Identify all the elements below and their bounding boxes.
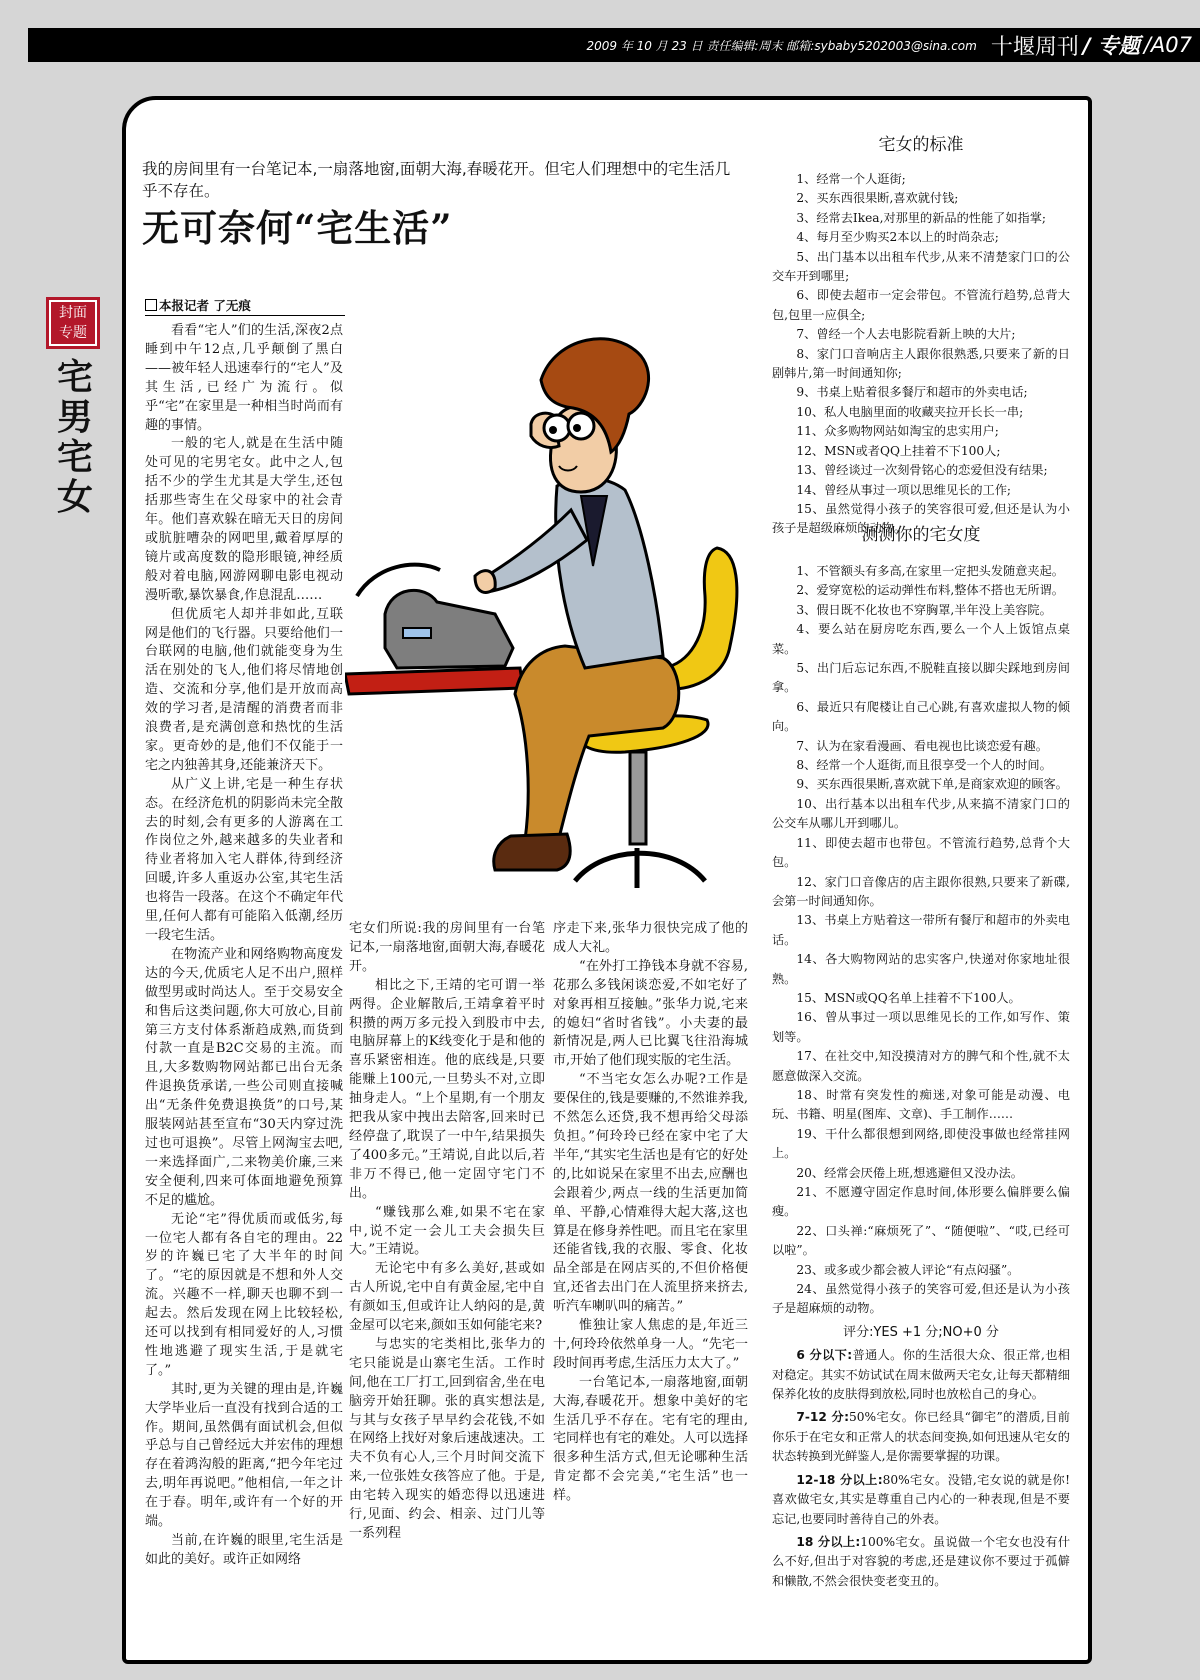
list-item: 6、最近只有爬楼让自己心跳,有喜欢虚拟人物的倾向。: [772, 699, 1070, 734]
sidebar-quiz-list: [772, 562, 1070, 1595]
list-item: 3、经常去Ikea,对那里的新品的性能了如指掌;: [796, 210, 1046, 225]
list-item: 2、爱穿宽松的运动弹性布料,整体不搭也无所谓。: [796, 583, 1064, 598]
paragraph: 宅女们所说:我的房间里有一台笔记本,一扇落地窗,面朝大海,春暖花开。: [349, 921, 545, 974]
list-item: 17、在社交中,知没摸清对方的脾气和个性,就不太愿意做深入交流。: [772, 1049, 1070, 1083]
paragraph: “赚钱那么难,如果不宅在家中,说不定一会儿工夫会损失巨大。”王靖说。: [349, 1204, 545, 1258]
article-lede: 我的房间里有一台笔记本,一扇落地窗,面朝大海,春暖花开。但宅人们理想中的宅生活几乎不存在。: [142, 160, 731, 200]
paragraph: 其时,更为关键的理由是,许巍大学毕业后一直没有找到合适的工作。期间,虽然偶有面试机会,但似乎总与自己曾经远大并宏伟的理想存在着鸿沟般的距离,“把今年宅过去,明年再说吧。”他相信,一年之计在于春。明年,或许有一个好的开端。: [145, 1381, 343, 1530]
paragraph: 相比之下,王靖的宅可谓一举两得。企业解散后,王靖拿着平时积攒的两万多元投入到股市中去,电脑屏幕上的K线变化于是和他的喜乐紧密相连。他的底线是,只要能赚上100元,一旦势头不对,立即抽身走人。“上个星期,有一个朋友把我从家中拽出去陪客,回来时已经停盘了,耽误了一中午,结果损失了400多元。”王靖说,自此以后,若非万不得已,他一定固守宅门不出。: [349, 977, 545, 1201]
quiz-result-range: 6 分以下:: [796, 1348, 853, 1363]
byline-text: 本报记者 了无痕: [159, 298, 251, 313]
paragraph: 一般的宅人,就是在生活中随处可见的宅男宅女。此中之人,包括不少的学生尤其是大学生,还包括那些寄生在父母家中的社会青年。他们喜欢躲在暗无天日的房间或肮脏嘈杂的网吧里,戴着厚厚的镜片或高度数的隐形眼镜,神经质般对着电脑,网游网聊电影电视动漫听歌,暴饮暴食,作息混乱……: [145, 436, 343, 603]
paragraph: 一台笔记本,一扇落地窗,面朝大海,春暖花开。想象中美好的宅生活几乎不存在。宅有宅的理由,宅同样也有宅的难处。人可以选择很多种生活方式,但无论哪种生活肯定都不会完美,“宅生活”也一样。: [553, 1374, 749, 1504]
man-at-typewriter-illustration: [345, 296, 750, 908]
sidebar-quiz-section: [772, 526, 1070, 545]
list-item: 12、家门口音像店的店主跟你很熟,只要来了新碟,会第一时间通知你。: [772, 874, 1070, 908]
vertical-title-char: 宅: [56, 437, 93, 478]
list-item: 5、出门后忘记东西,不脱鞋直接以脚尖踩地到房间拿。: [772, 661, 1070, 695]
paragraph: 看看“宅人”们的生活,深夜2点睡到中午12点,几乎颠倒了黑白——被年轻人迅速奉行的“宅人”及其生活,已经广为流行。似乎“宅”在家里是一种相当时尚而有趣的事情。: [145, 323, 343, 433]
vertical-title-char: 宅: [56, 357, 93, 398]
article-column-2: [349, 920, 545, 1544]
paragraph: 惟独让家人焦虑的是,年近三十,何玲玲依然单身一人。“先宅一段时间再考虑,生活压力太大了。”: [553, 1318, 748, 1371]
quiz-scoring-rule: 评分:YES +1 分;NO+0 分: [843, 1324, 999, 1340]
list-item: 1、不管额头有多高,在家里一定把头发随意夹起。: [796, 564, 1064, 578]
page-header-bar: [28, 28, 1200, 62]
list-item: 21、不愿遵守固定作息时间,体形要么偏胖要么偏瘦。: [772, 1185, 1070, 1219]
list-item: 11、众多购物网站如淘宝的忠实用户;: [796, 424, 999, 439]
list-item: 9、书桌上贴着很多餐厅和超市的外卖电话;: [796, 385, 1028, 400]
list-item: 4、每月至少购买2本以上的时尚杂志;: [796, 230, 999, 245]
quiz-result-text: 50%宅女。你已经具“御宅”的潜质,目前你乐于在宅女和正常人的状态间变换,如何迅速从宅女的状态转换到光鲜鉴人,是你需要掌握的功课。: [772, 1410, 1070, 1464]
list-item: 19、干什么都很想到网络,即使没事做也经常挂网上。: [772, 1126, 1070, 1161]
vertical-title-char: 女: [56, 477, 93, 518]
paragraph: “不当宅女怎么办呢?工作是要保住的,钱是要赚的,不然谁养我,不然怎么还贷,我不想再给父母添负担。”何玲玲已经在家中宅了大半年,“其实宅生活也是有它的好处的,比如说呆在家里不出去,应酬也会跟着少,两点一线的生活更加简单、平静,心情难得大起大落,这也算是在修身养性吧。而且宅在家里还能省钱,我的衣服、零食、化妆品全部是在网店买的,不但价格便宜,还省去出门在人流里挤来挤去,听汽车喇叭叫的痛苦。”: [553, 1072, 749, 1315]
list-item: 4、要么站在厨房吃东西,要么一个人上饭馆点桌菜。: [772, 622, 1070, 656]
list-item: 12、MSN或者QQ上挂着不下100人;: [796, 443, 1001, 458]
paragraph: “在外打工挣钱本身就不容易,花那么多钱闲谈恋爱,不如宅好了对象再相互接触。”张华力说,宅来的媳妇“省时省钱”。小夫妻的最新情况是,两人已比翼飞往沿海城市,开始了他们现实版的宅生活。: [553, 958, 748, 1069]
list-item: 22、口头禅:“麻烦死了”、“随便啦”、“哎,已经可以啦”。: [772, 1223, 1070, 1258]
list-item: 1、经常一个人逛街;: [796, 172, 906, 186]
paragraph: 当前,在许巍的眼里,宅生活是如此的美好。或许正如网络: [145, 1533, 343, 1567]
sidebar-standards-list: [772, 170, 1070, 539]
list-item: 20、经常会厌倦上班,想逃避但又没办法。: [796, 1165, 1023, 1180]
vertical-title-char: 男: [56, 397, 93, 438]
list-item: 11、即使去超市也带包。不管流行趋势,总背个大包。: [772, 835, 1070, 870]
paragraph: 无论宅中有多么美好,甚或如古人所说,宅中自有黄金屋,宅中自有颜如玉,但或许让人纳闷的是,黄金屋可以宅来,颜如玉如何能宅来?: [349, 1261, 545, 1334]
byline-box-icon: [145, 299, 157, 311]
vertical-topic-title: [50, 358, 100, 518]
article-column-3: [553, 920, 748, 1506]
paragraph: 在物流产业和网络购物高度发达的今天,优质宅人足不出户,照样做型男或时尚达人。至于交易安全和售后这类问题,你大可放心,目前第三方支付体系渐趋成熟,而货到付款一直是B2C交易的主流。而且,大多数购物网站都已出台无条件退换货承诺,一些公司则直接喊出“无条件免费退换货”的口号,某服装网站甚至宣布“30天内穿过洗过也可退换”。尽管上网淘宝去吧,一来选择面广,二来物美价廉,三来安全便利,四来可体面地避免预算不足的尴尬。: [145, 946, 343, 1208]
list-item: 23、或多或少都会被人评论“有点闷骚”。: [796, 1262, 1020, 1277]
paragraph: 但优质宅人却并非如此,互联网是他们的飞行器。只要给他们一台联网的电脑,他们就能变身为生活在别处的飞人,他们将尽情地创造、交流和分享,他们是开放而高效的学习者,是清醒的消费者而非浪费者,是充满创意和热忱的生活家。更奇妙的是,他们不仅能于一宅之内独善其身,还能兼济天下。: [145, 606, 343, 773]
quiz-result-text: 100%宅女。虽说做一个宅女也没有什么不好,但出于对容貌的考虑,还是建议你不要过于孤僻和懒散,不然会很快变老变丑的。: [772, 1534, 1071, 1588]
quiz-result-text: 普通人。你的生活很大众、很正常,也相对稳定。其实不妨试试在周末做两天宅女,让每天都精细保养化妆的皮肤得到放松,同时也放松自己的身心。: [772, 1348, 1070, 1402]
list-item: 7、曾经一个人去电影院看新上映的大片;: [796, 327, 1016, 342]
tag-line-2: 专题: [59, 325, 87, 341]
paragraph: 与忠实的宅类相比,张华力的宅只能说是山寨宅生活。工作时间,他在工厂打工,回到宿舍,坐在电脑旁开始狂聊。张的真实想法是,与其与女孩子早早约会花钱,不如在网络上找好对象后速战速决。工夫不负有心人,三个月时间交流下来,一位张姓女孩答应了他。于是,由宅转入现实的婚恋得以迅速进行,见面、约会、相亲、过门儿等一系列程: [349, 1336, 545, 1541]
list-item: 3、假日既不化妆也不穿胸罩,半年没上美容院。: [796, 602, 1052, 617]
article-column-1: [145, 322, 343, 1570]
list-item: 8、经常一个人逛街,而且很享受一个人的时间。: [796, 758, 1052, 773]
quiz-result-range: 12-18 分以上:: [796, 1472, 883, 1487]
section-name: / 专题: [1082, 34, 1140, 58]
paragraph: 序走下来,张华力很快完成了他的成人大礼。: [553, 921, 748, 955]
list-item: 7、认为在家看漫画、看电视也比谈恋爱有趣。: [796, 738, 1048, 753]
article-byline: [145, 296, 345, 316]
cover-topic-tag: [46, 297, 100, 349]
list-item: 24、虽然觉得小孩子的笑容可爱,但还是认为小孩子是超麻烦的动物。: [772, 1282, 1070, 1316]
sidebar-standards-section: [772, 136, 1070, 155]
quiz-result: [772, 1408, 1070, 1466]
list-item: 13、曾经谈过一次刻骨铭心的恋爱但没有结果;: [796, 463, 1048, 478]
list-item: 2、买东西很果断,喜欢就付钱;: [796, 191, 959, 206]
tag-line-1: 封面: [59, 305, 87, 321]
list-item: 10、私人电脑里面的收藏夹拉开长长一串;: [796, 404, 1024, 419]
article-headline: 无可奈何“宅生活”: [142, 206, 453, 250]
list-item: 16、曾从事过一项以思维见长的工作,如写作、策划等。: [772, 1010, 1070, 1044]
list-item: 14、曾经从事过一项以思维见长的工作;: [796, 482, 1012, 497]
list-item: 14、各大购物网站的忠实客户,快递对你家地址很熟。: [772, 952, 1070, 986]
list-item: 5、出门基本以出租车代步,从来不清楚家门口的公交车开到哪里;: [772, 249, 1070, 284]
list-item: 9、买东西很果断,喜欢就下单,是商家欢迎的顾客。: [796, 777, 1068, 792]
issue-meta: 2009 年 10 月 23 日 责任编辑:周末 邮箱:sybaby5202003@sina.com: [586, 38, 977, 53]
list-item: 8、家门口音响店主人跟你很熟悉,只要来了新的日剧韩片,第一时间通知你;: [772, 346, 1070, 381]
list-item: 18、时常有突发性的痴迷,对象可能是动漫、电玩、书籍、明星(图库、文章)、手工制作……: [772, 1087, 1070, 1122]
quiz-result-range: 7-12 分:: [796, 1410, 850, 1425]
sidebar-standards-title: 宅女的标准: [878, 135, 964, 155]
paragraph: 无论“宅”得优质而或低劣,每一位宅人都有各自宅的理由。22岁的许巍已宅了大半年的时间了。“宅的原因就是不想和外人交流。兴趣不一样,聊天也聊不到一起去。然后发现在网上比较轻松,还可以找到有相同爱好的人,习惯性地逃避了现实生活,于是就宅了。”: [145, 1211, 343, 1378]
list-item: 6、即使去超市一定会带包。不管流行趋势,总背大包,包里一应俱全;: [772, 288, 1070, 322]
quiz-result-range: 18 分以上:: [796, 1534, 861, 1549]
quiz-result: [772, 1346, 1070, 1404]
quiz-result: [772, 1471, 1070, 1529]
list-item: 15、MSN或QQ名单上挂着不下100人。: [796, 990, 1021, 1005]
quiz-result: [772, 1533, 1070, 1591]
list-item: 15、虽然觉得小孩子的笑容很可爱,但还是认为小孩子是超级麻烦的动物。: [772, 501, 1070, 536]
list-item: 10、出行基本以出租车代步,从来搞不清家门口的公交车从哪儿开到哪儿。: [772, 796, 1070, 831]
newspaper-brand: 十堰周刊: [990, 34, 1079, 60]
list-item: 13、书桌上方贴着这一带所有餐厅和超市的外卖电话。: [772, 913, 1070, 947]
sidebar-quiz-title: 测测你的宅女度: [861, 525, 981, 545]
paragraph: 从广义上讲,宅是一种生存状态。在经济危机的阴影尚未完全散去的时刻,会有更多的人游离在工作岗位之外,越来越多的失业者和待业者将加入宅人群体,待到经济回暖,许多人重返办公室,其宅生活也将告一段落。在这个不确定年代里,任何人都有可能陷入低潮,经历一段宅生活。: [145, 776, 343, 943]
page-number: /A07: [1143, 33, 1192, 57]
quiz-result-text: 80%宅女。没错,宅女说的就是你!喜欢做宅女,其实是尊重自己内心的一种表现,但是不要忘记,也要同时善待自己的外表。: [772, 1472, 1070, 1526]
